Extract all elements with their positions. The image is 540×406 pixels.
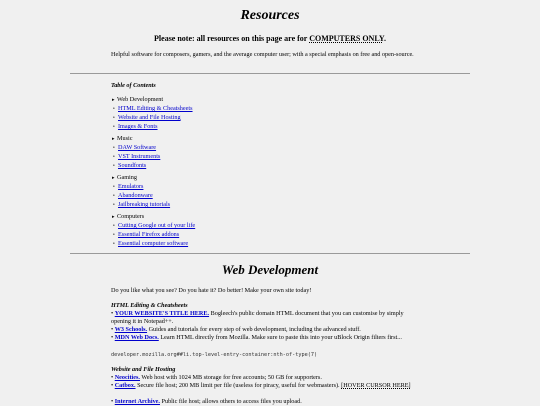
toc-link-daw[interactable]: DAW Software [118,144,157,151]
toc-link-soundfonts[interactable]: Soundfonts [118,162,147,169]
bullet-icon: • [113,107,115,112]
toc-group-web [112,96,193,132]
bullet-icon: • [111,374,114,381]
divider-middle [70,253,470,254]
webdev-intro: Do you like what you see? Do you hate it? Do better! Make your own site today! [111,287,312,294]
note-emphasis: COMPUTERS ONLY [309,34,384,43]
bullet-icon: • [111,334,114,341]
triangle-icon: ▸ [112,215,115,220]
bullet-icon: • [113,224,115,229]
section-title-web-development: Web Development [221,262,319,277]
subsection-html-editing: HTML Editing & Cheatsheets [111,302,188,309]
bullet-icon: • [113,185,115,190]
toc-link-images-fonts[interactable]: Images & Fonts [118,123,158,130]
bullet-icon: • [113,242,115,247]
link-w3-schools[interactable]: W3 Schools. [114,326,148,333]
bullet-icon: • [113,116,115,121]
bullet-icon: • [113,194,115,199]
link-catbox[interactable]: Catbox. [114,382,136,389]
hosting-entry-neocities: • Neocities. Web host with 1024 MB storage for free accounts; 50 GB for supporters. [111,374,322,381]
bullet-icon: • [113,233,115,238]
toc-link-html-editing[interactable]: HTML Editing & Cheatsheets [118,105,193,112]
triangle-icon: ▸ [112,98,115,103]
subsection-hosting: Website and File Hosting [111,366,176,373]
toc-group-label: ▸ Web Development [112,96,164,103]
link-your-website-title[interactable]: YOUR WEBSITE'S TITLE HERE. [114,310,210,317]
html-entry-template: • YOUR WEBSITE'S TITLE HERE. Bogleech's public domain HTML document that you can customise by simply opening it in Notepad++. [111,310,404,325]
ublock-filter-code: developer.mozilla.org##li.top-level-entry-container:nth-of-type(7) [111,352,318,358]
hosting-entry-catbox: • Catbox. Secure file host; 200 MB limit per file (useless for piracy, useful for webmasters). [HOVER CURSOR HERE] [111,382,411,389]
computers-only-note [0,34,540,43]
bullet-icon: • [111,310,114,317]
divider-top [70,73,470,74]
triangle-icon: ▸ [112,176,115,181]
toc-link-firefox-addons[interactable]: Essential Firefox addons [118,231,180,238]
bullet-icon: • [113,155,115,160]
hover-cursor-hint[interactable]: [HOVER CURSOR HERE] [341,382,411,389]
toc-group-computers [112,213,195,249]
hosting-entry-internet-archive: • Internet Archive. Public file host; allows others to access files you upload. [111,398,302,405]
toc-link-google[interactable]: Cutting Google out of your life [118,222,196,229]
html-entry-mdn: • MDN Web Docs. Learn HTML directly from Mozilla. Make sure to paste this into your uBlock Origin filters first... [111,334,402,341]
bullet-icon: • [111,326,114,333]
toc-title: Table of Contents [111,82,156,89]
toc-link-emulators[interactable]: Emulators [118,183,144,190]
toc-link-hosting[interactable]: Website and File Hosting [118,114,181,121]
intro-paragraph: Helpful software for composers, gamers, and the average computer user; with a special emphasis on free and open-source. [111,51,414,58]
link-mdn-web-docs[interactable]: MDN Web Docs. [114,334,159,341]
bullet-icon: • [113,146,115,151]
note-prefix: Please note: all resources on this page are for [154,34,310,43]
toc-group-label: ▸ Music [112,135,133,142]
html-entry-w3schools: • W3 Schools. Guides and tutorials for every step of web development, including the advanced stuff. [111,326,361,333]
triangle-icon: ▸ [112,137,115,142]
toc-link-vst[interactable]: VST Instruments [118,153,161,160]
toc-group-label: ▸ Gaming [112,174,137,181]
toc-link-computer-software[interactable]: Essential computer software [118,240,189,247]
bullet-icon: • [111,382,114,389]
link-neocities[interactable]: Neocities. [114,374,140,381]
bullet-icon: • [113,203,115,208]
toc-link-abandonware[interactable]: Abandonware [118,192,153,199]
bullet-icon: • [113,164,115,169]
link-internet-archive[interactable]: Internet Archive. [114,398,160,405]
toc-link-jailbreaking[interactable]: Jailbreaking tutorials [118,201,171,208]
toc-group-gaming [112,174,170,210]
bullet-icon: • [113,125,115,130]
bullet-icon: • [111,398,114,405]
note-suffix: . [383,34,386,43]
toc-group-label: ▸ Computers [112,213,145,220]
page-title: Resources [240,8,300,23]
toc-group-music [112,135,160,171]
